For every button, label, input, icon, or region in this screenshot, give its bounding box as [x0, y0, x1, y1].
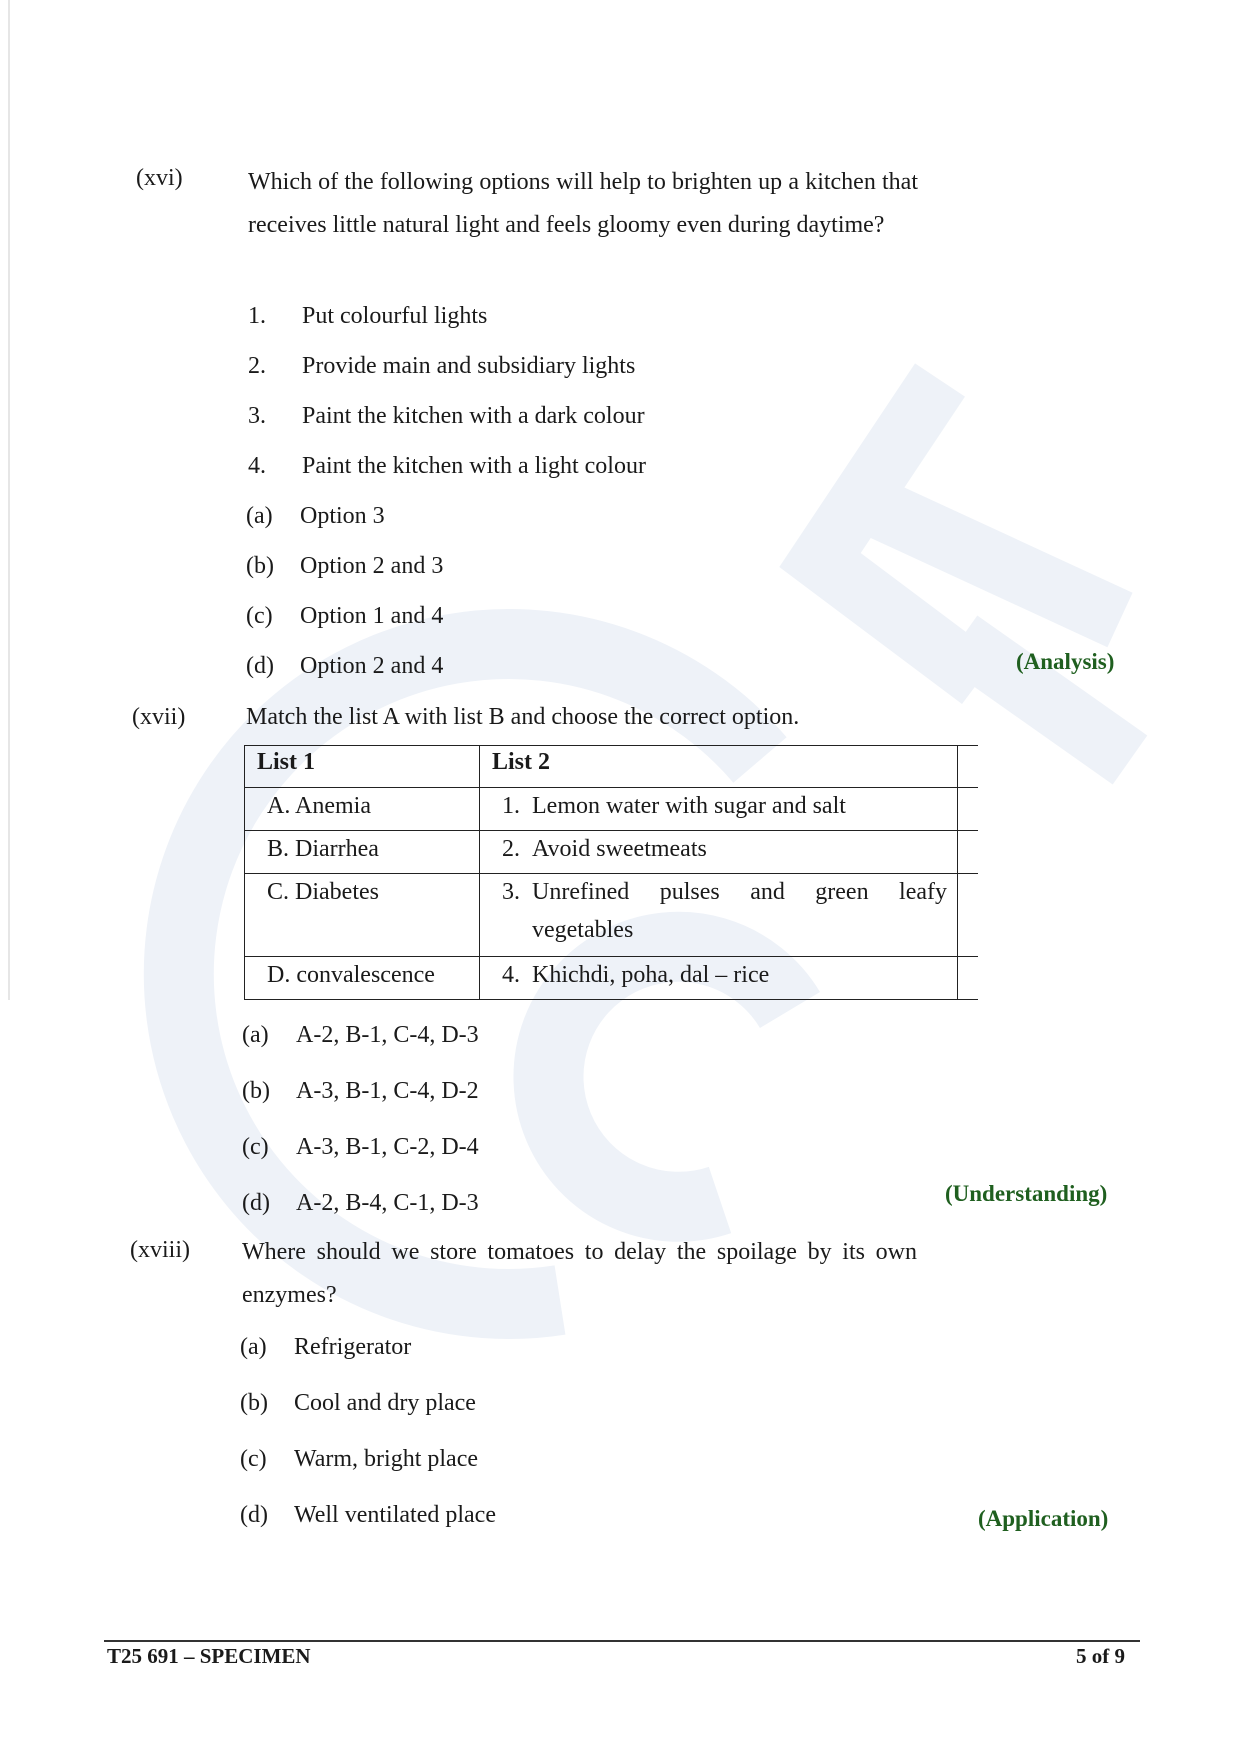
statement-label: 2.	[248, 353, 266, 379]
table-empty-cell	[958, 957, 979, 1000]
list2-item	[480, 788, 958, 831]
list2-number: 4.	[502, 962, 520, 988]
q16-statement-2	[248, 353, 635, 380]
option-text: A-3, B-1, C-2, D-4	[296, 1134, 479, 1160]
q16-option-b	[246, 553, 443, 580]
q16-statement-1	[248, 303, 487, 330]
option-label: (b)	[242, 1078, 270, 1104]
table-row	[245, 957, 979, 1000]
q18-skill-tag: (Application)	[978, 1506, 1109, 1531]
option-label: (b)	[246, 553, 274, 579]
list1-item: B. Diarrhea	[245, 831, 480, 874]
q18-option-c	[240, 1446, 478, 1473]
option-text: Warm, bright place	[294, 1446, 478, 1472]
list1-item: A. Anemia	[245, 788, 480, 831]
statement-label: 3.	[248, 403, 266, 429]
option-label: (d)	[242, 1190, 270, 1216]
q16-statement-4	[248, 453, 646, 480]
q17-option-b	[242, 1078, 479, 1105]
q17-option-a	[242, 1022, 479, 1049]
list2-text: Unrefined pulses and green leafy	[532, 879, 947, 905]
table-header-list1: List 1	[245, 746, 480, 788]
option-text: A-2, B-1, C-4, D-3	[296, 1022, 479, 1048]
table-header-list2: List 2	[480, 746, 958, 788]
page-edge-line	[8, 0, 10, 1000]
match-table	[244, 745, 978, 1000]
statement-text: Paint the kitchen with a light colour	[302, 453, 646, 479]
option-text: Well ventilated place	[294, 1502, 496, 1528]
option-text: Option 2 and 4	[300, 653, 444, 679]
option-text: Refrigerator	[294, 1334, 412, 1360]
table-row	[245, 874, 979, 957]
q18-option-a	[240, 1334, 411, 1361]
q18-number: (xviii)	[130, 1237, 190, 1263]
footer-divider	[104, 1640, 1140, 1642]
table-header-row	[245, 746, 979, 788]
option-label: (c)	[242, 1134, 269, 1160]
option-label: (c)	[240, 1446, 267, 1472]
option-label: (b)	[240, 1390, 268, 1416]
list2-number: 2.	[502, 836, 520, 862]
option-label: (a)	[242, 1022, 269, 1048]
table-row	[245, 788, 979, 831]
option-text: Option 1 and 4	[300, 603, 444, 629]
statement-label: 4.	[248, 453, 266, 479]
table-empty-cell	[958, 746, 979, 788]
option-text: Cool and dry place	[294, 1390, 476, 1416]
q16-statement-3	[248, 403, 645, 430]
option-label: (c)	[246, 603, 273, 629]
option-text: A-3, B-1, C-4, D-2	[296, 1078, 479, 1104]
list2-item	[480, 957, 958, 1000]
list2-number: 1.	[502, 793, 520, 819]
q16-skill-tag: (Analysis)	[1016, 649, 1115, 674]
statement-text: Paint the kitchen with a dark colour	[302, 403, 645, 429]
option-label: (d)	[246, 653, 274, 679]
table-empty-cell	[958, 788, 979, 831]
q17-number: (xvii)	[132, 704, 186, 730]
q16-option-d	[246, 653, 443, 680]
statement-text: Put colourful lights	[302, 303, 488, 329]
q18-option-b	[240, 1390, 476, 1417]
list2-text: Avoid sweetmeats	[532, 836, 707, 862]
q17-option-d	[242, 1190, 479, 1217]
option-text: A-2, B-4, C-1, D-3	[296, 1190, 479, 1216]
statement-label: 1.	[248, 303, 266, 329]
q18-text: Where should we store tomatoes to delay the spoilage by its own enzymes?	[242, 1239, 917, 1308]
q16-option-c	[246, 603, 443, 630]
option-text: Option 2 and 3	[300, 553, 444, 579]
list2-item	[480, 831, 958, 874]
footer-paper-code: T25 691 – SPECIMEN	[107, 1644, 311, 1668]
q17-text: Match the list A with list B and choose the correct option.	[246, 704, 800, 730]
q16-text: Which of the following options will help to brighten up a kitchen that receives little natural light and feels gloomy even during daytime?	[248, 169, 918, 238]
q16-number: (xvi)	[136, 165, 183, 191]
option-label: (a)	[240, 1334, 267, 1360]
list2-text: Khichdi, poha, dal – rice	[532, 962, 770, 988]
table-row	[245, 831, 979, 874]
option-label: (d)	[240, 1502, 268, 1528]
list1-item: C. Diabetes	[245, 874, 480, 957]
list2-item	[480, 874, 958, 957]
footer-page-number: 5 of 9	[1076, 1644, 1125, 1668]
statement-text: Provide main and subsidiary lights	[302, 353, 636, 379]
table-empty-cell	[958, 874, 979, 957]
q17-option-c	[242, 1134, 479, 1161]
q17-skill-tag: (Understanding)	[945, 1181, 1108, 1206]
list2-number: 3.	[502, 879, 520, 905]
list1-item: D. convalescence	[245, 957, 480, 1000]
table-empty-cell	[958, 831, 979, 874]
list2-text: Lemon water with sugar and salt	[532, 793, 846, 819]
q16-option-a	[246, 503, 385, 530]
q18-option-d	[240, 1502, 496, 1529]
option-text: Option 3	[300, 503, 385, 529]
option-label: (a)	[246, 503, 273, 529]
list2-text-continued: vegetables	[532, 917, 634, 943]
